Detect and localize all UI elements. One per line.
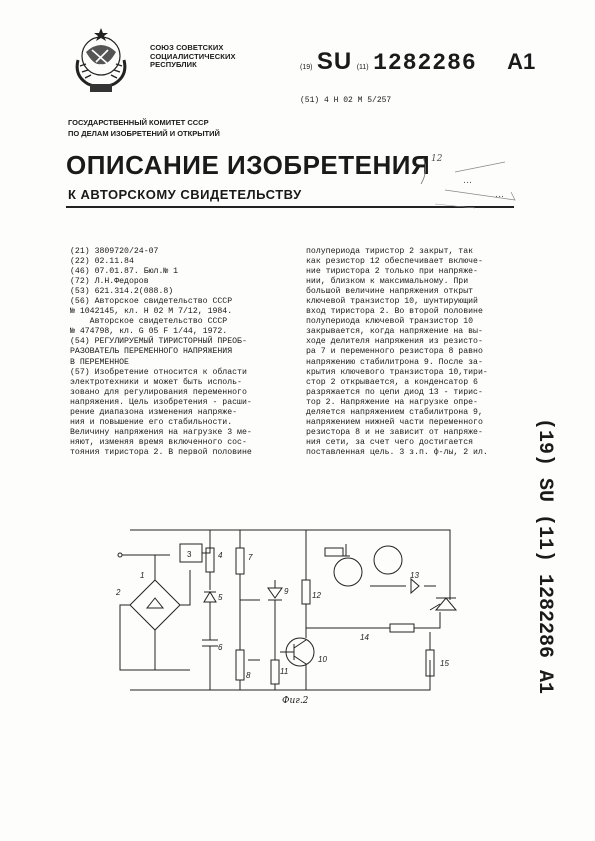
label: 13 — [410, 571, 419, 580]
text-line: вход тиристора 2. Во второй половине — [306, 307, 483, 317]
label: 8 — [246, 671, 251, 680]
text-line: разряжается по цепи диод 13 - тирис- — [306, 387, 483, 397]
bibliographic-column — [70, 247, 296, 458]
org-line: РЕСПУБЛИК — [150, 60, 197, 70]
org-name — [150, 44, 236, 70]
text-line: поставленная цель. 3 з.п. ф-лы, 2 ил. — [306, 447, 488, 457]
label: 5 — [218, 593, 223, 602]
org-line: СОЦИАЛИСТИЧЕСКИХ — [150, 51, 236, 61]
label: 2 — [116, 588, 121, 597]
patent-number: 1282286 — [373, 50, 477, 76]
text-line: ра 7 и переменного резистора 8 равно — [306, 347, 483, 357]
stamp-mark: … — [463, 176, 472, 186]
text-line: зовано для регулирования переменного — [70, 387, 247, 397]
document-subtitle: К АВТОРСКОМУ СВИДЕТЕЛЬСТВУ — [68, 187, 302, 202]
text-line: электротехники и может быть исполь- — [70, 377, 242, 387]
abstract-column — [306, 247, 531, 458]
text-line: как резистор 12 обеспечивает включе- — [306, 257, 483, 267]
text-line: няют, изменяя время включенного сос- — [70, 437, 247, 447]
text-line: полупериода тиристор 2 закрыт, так — [306, 247, 474, 256]
label: 1 — [140, 571, 145, 580]
label: 15 — [440, 659, 449, 668]
text-line: (21) 3809720/24-07 — [70, 247, 159, 256]
text-line: ние тиристора 2 только при напряже- — [306, 267, 478, 277]
kind-code: A1 — [507, 49, 536, 74]
label: 14 — [360, 633, 369, 642]
ussr-emblem-icon — [68, 26, 134, 94]
country-code: SU — [316, 48, 353, 75]
margin-number-value: (19) SU (11) 1282286 A1 — [533, 418, 556, 695]
text-line: крытия ключевого транзистора 10,тири- — [306, 367, 488, 377]
text-line: ния и повышение его стабильности. — [70, 417, 233, 427]
margin-patent-number — [528, 418, 564, 695]
text-line: Величину напряжения на нагрузке 3 ме- — [70, 427, 252, 437]
text-line: стор 2 открывается, а конденсатор 6 — [306, 377, 478, 387]
text-line: ключевой транзистор 10, шунтирующий — [306, 297, 478, 307]
library-stamp — [415, 150, 535, 212]
text-line: (46) 07.01.87. Бюл.№ 1 — [70, 267, 179, 277]
text-line: (54) РЕГУЛИРУЕМЫЙ ТИРИСТОРНЫЙ ПРЕОБ- — [70, 337, 247, 347]
stamp-mark: … — [495, 190, 504, 200]
text-line: (72) Л.Н.Федоров — [70, 277, 149, 287]
code-11: (11) — [356, 64, 369, 71]
label: 6 — [218, 643, 223, 652]
text-line: ходе делителя напряжения из резисто- — [306, 337, 483, 347]
text-line: № 1042145, кл. Н 02 М 7/12, 1984. — [70, 307, 233, 317]
label: 11 — [280, 667, 289, 676]
label: 3 — [187, 550, 192, 559]
margin-number-text — [533, 418, 558, 694]
label: 9 — [284, 587, 289, 596]
circuit-diagram — [110, 520, 470, 710]
label: 4 — [218, 551, 223, 560]
text-line: закрывается, когда напряжение на вы- — [306, 327, 483, 337]
text-line: ния сети, за счет чего достигается — [306, 437, 474, 447]
committee-line: ПО ДЕЛАМ ИЗОБРЕТЕНИЙ И ОТКРЫТИЙ — [68, 128, 220, 138]
label: 7 — [248, 553, 253, 562]
text-line: напряжением нижней части переменного — [306, 417, 483, 427]
text-line: резистора 8 и не зависит от напряже- — [306, 427, 483, 437]
text-line: нии, близком к максимальному. При — [306, 277, 469, 287]
text-line: рение диапазона изменения напряже- — [70, 407, 238, 417]
committee-name — [68, 118, 220, 139]
ipc-class: (51) 4 H 02 M 5/257 — [300, 96, 392, 105]
committee-line: ГОСУДАРСТВЕННЫЙ КОМИТЕТ СССР — [68, 118, 209, 127]
text-line: тояния тиристора 2. В первой половине — [70, 447, 252, 457]
text-line: напряжения. Цель изобретения - расши- — [70, 397, 252, 407]
text-line: РАЗОВАТЕЛЬ ПЕРЕМЕННОГО НАПРЯЖЕНИЯ — [70, 347, 233, 357]
text-line: напряжению стабилитрона 9. После за- — [306, 357, 483, 367]
text-line: В ПЕРЕМЕННОЕ — [70, 357, 129, 367]
text-line: тор 2. Напряжение на нагрузке опре- — [306, 397, 478, 407]
code-19: (19) — [300, 64, 313, 71]
figure-caption: Фиг.2 — [282, 696, 309, 706]
text-line: большой величине напряжения открыт — [306, 287, 474, 297]
stamp-mark: 12 — [431, 154, 443, 164]
text-line: № 474798, кл. G 05 F 1/44, 1972. — [70, 327, 228, 337]
text-line: деляется напряжением стабилитрона 9, — [306, 407, 483, 417]
publication-number — [300, 48, 535, 76]
text-line: полупериода ключевой транзистор 10 — [306, 317, 474, 327]
label: 10 — [318, 655, 327, 664]
text-line: (22) 02.11.84 — [70, 257, 134, 267]
text-line: Авторское свидетельство СССР — [70, 317, 228, 327]
document-title: ОПИСАНИЕ ИЗОБРЕТЕНИЯ — [66, 150, 431, 180]
text-line: (53) 621.314.2(088.8) — [70, 287, 174, 297]
org-line: СОЮЗ СОВЕТСКИХ — [150, 43, 224, 52]
label: 12 — [312, 591, 321, 600]
text-line: (56) Авторское свидетельство СССР — [70, 297, 233, 307]
text-line: (57) Изобретение относится к области — [70, 367, 247, 377]
